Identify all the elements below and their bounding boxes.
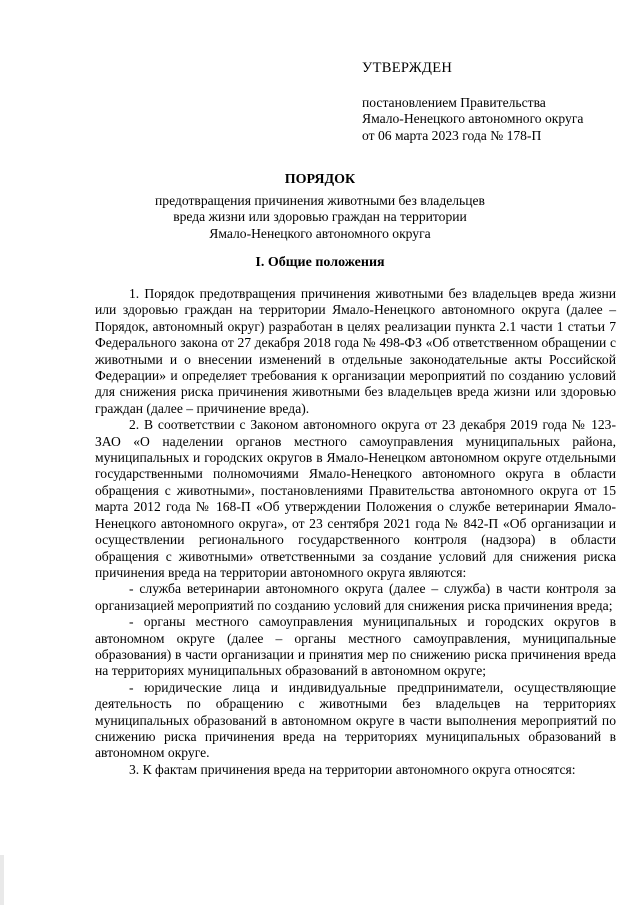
- title-subline: Ямало-Ненецкого автономного округа: [209, 225, 431, 241]
- scan-edge-shadow: [0, 855, 4, 905]
- document-body: [95, 286, 616, 778]
- paragraph: 2. В соответствии с Законом автономного округа от 23 декабря 2019 года № 123-ЗАО «О наделении органов местного самоуправления муниципальных района, муниципальных и городских округов в Ямало-Ненецком автономном округе отдельными государственными полномочиями Ямало-Ненецкого автономного округа в области обращения с животными», постановлениями Правительства автономного округа от 15 марта 2012 года № 168-П «Об утверждении Положения о службе ветеринарии Ямало-Ненецкого автономного округа», от 23 сентября 2021 года № 842-П «Об организации и осуществлении регионального государственного контроля (надзора) в области обращения с животными» ответственными за создание условий для снижения риска причинения вреда на территории автономного округа являются:: [95, 417, 616, 580]
- paragraph: 3. К фактам причинения вреда на территории автономного округа относятся:: [129, 761, 576, 777]
- approval-line: Ямало-Ненецкого автономного округа: [362, 111, 584, 126]
- list-item: - юридические лица и индивидуальные предприниматели, осуществляющие деятельность по обращению с животными без владельцев на территориях муниципальных образований в автономном округе в части выполнения мероприятий по снижению риска причинения вреда на территориях муниципальных образований в автономном округе.: [95, 679, 616, 761]
- section-heading: I. Общие положения: [255, 255, 385, 270]
- approval-line: постановлением Правительства: [362, 94, 546, 110]
- title-subline: предотвращения причинения животными без владельцев: [155, 192, 485, 208]
- title-main: ПОРЯДОК: [284, 172, 356, 187]
- list-item: - служба ветеринарии автономного округа (далее – служба) в части контроля за организацией мероприятий по созданию условий для снижения риска причинения вреда;: [95, 581, 616, 613]
- approval-stamp: [362, 60, 622, 144]
- paragraph: 1. Порядок предотвращения причинения животными без владельцев вреда жизни или здоровью граждан на территории Ямало-Ненецкого автономного округа (далее – Порядок, автономный округ) разработан в целях реализации пункта 2.1 части 1 статьи 7 Федерального закона от 27 декабря 2018 года № 498-ФЗ «Об ответственном обращении с животными и о внесении изменений в отдельные законодательные акты Российской Федерации» и определяет требования к организации мероприятий по созданию условий для снижения риска причинения животными без владельцев вреда жизни или здоровью граждан (далее – причинение вреда).: [95, 286, 616, 416]
- list-item: - органы местного самоуправления муниципальных и городских округов в автономном округе (далее – органы местного самоуправления, муниципальные образования) в части организации и принятия мер по снижению риска причинения вреда на территориях муниципальных образований в автономном округе;: [95, 614, 616, 679]
- approval-line: от 06 марта 2023 года № 178-П: [362, 127, 542, 143]
- approval-heading: УТВЕРЖДЕН: [362, 60, 453, 76]
- title-subline: вреда жизни или здоровью граждан на территории: [173, 209, 467, 224]
- document-title: [0, 172, 640, 242]
